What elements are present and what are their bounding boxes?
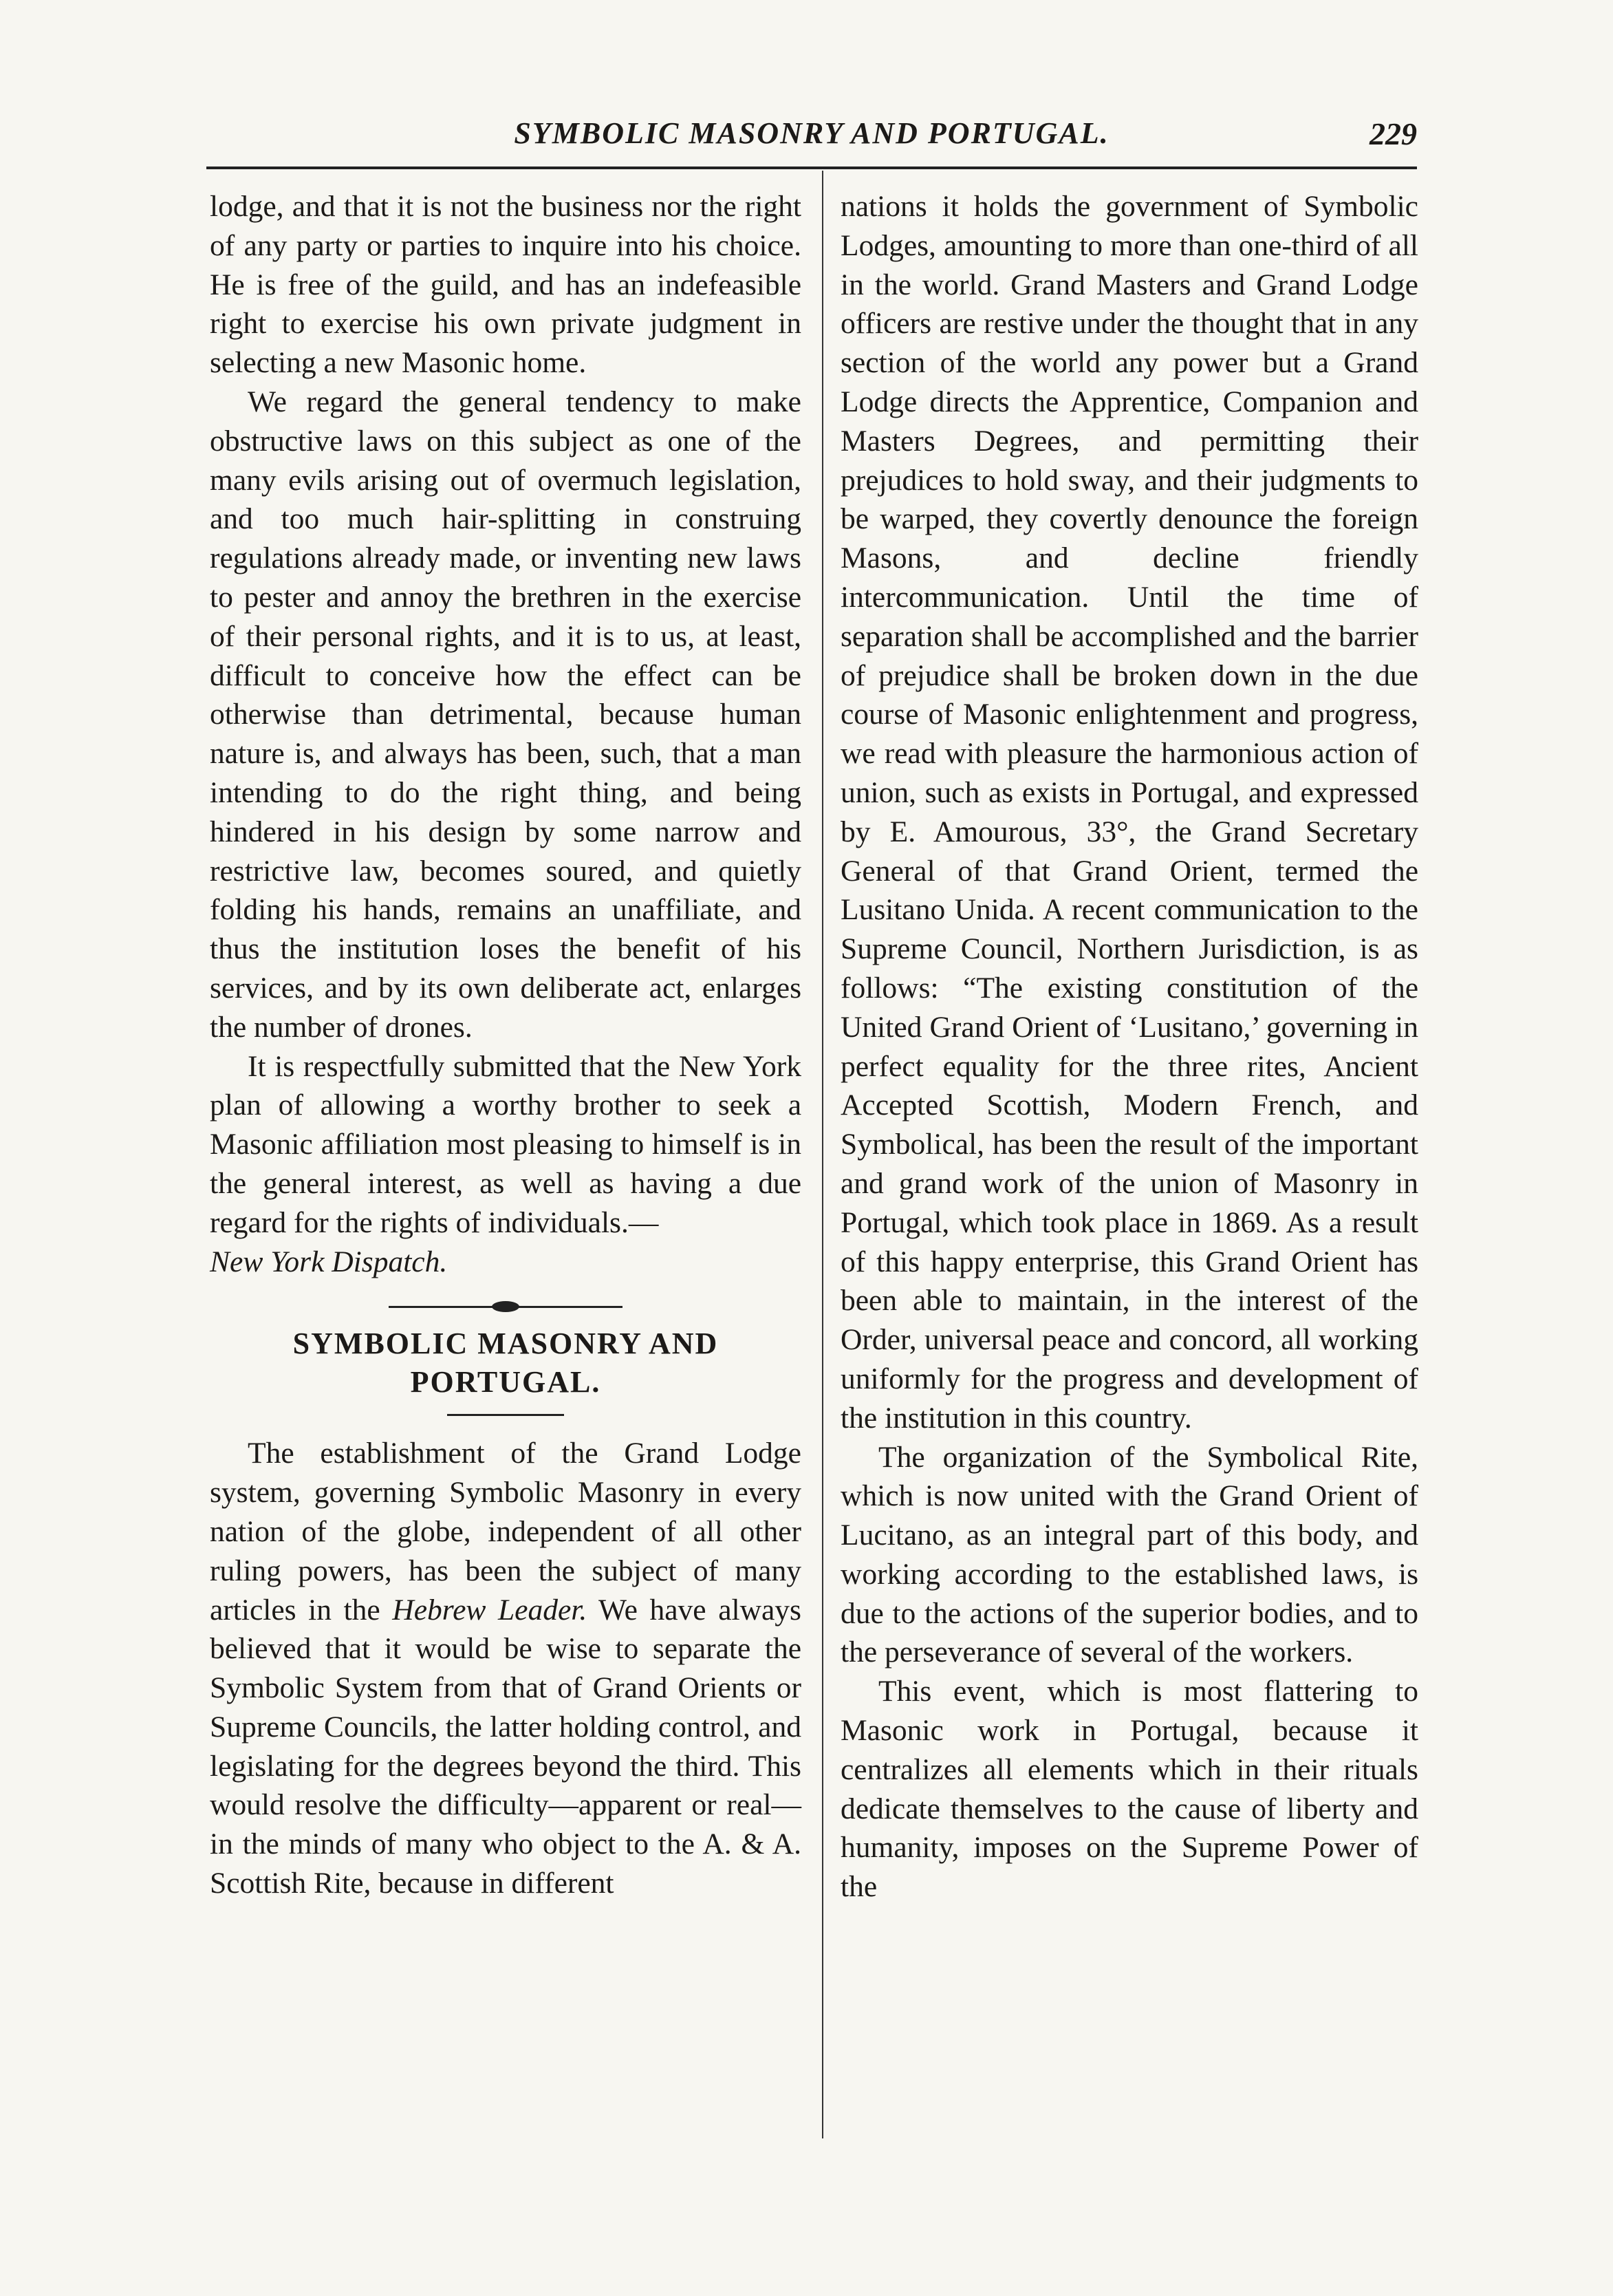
paragraph: We regard the general tendency to make obstructive laws on this subject as one of the many evils arising out of overmuch legislation, and too much hair-splitting in construing regulations already made, or inventing new laws to pester and annoy the brethren in the exercise of their personal rights, and it is to us, at least, difficult to conceive how the effect can be otherwise than detrimental, because human nature is, and always has been, such, that a man intending to do the right thing, and being hindered in his design by some narrow and restrictive law, becomes soured, and quietly folding his hands, remains an unaffiliate, and thus the institution loses the benefit of his services, and by its own deliberate act, enlarges the number of drones. (210, 385, 801, 1044)
paragraph-text: We have always believed that it would be wise to separate the Symbolic System from that of Grand Orients or Supreme Councils, the latter holding control, and legislating for the degrees beyond the third. This would resolve the difficulty—apparent or real—in the minds of many who object to the A. & A. Scottish Rite, because in different (210, 1593, 801, 1900)
right-column (841, 187, 1418, 1907)
paragraph: The organization of the Symbolical Rite, which is now united with the Grand Orient of Lucitano, as an integral part of this body, and working according to the established laws, is due to the actions of the superior bodies, and to the perseverance of several of the workers. (841, 1440, 1418, 1669)
paragraph: This event, which is most flattering to Masonic work in Portugal, because it centralizes all elements which in their rituals dedicate themselves to the cause of liberty and humanity, imposes on the Supreme Power of the (841, 1675, 1418, 1904)
running-title: SYMBOLIC MASONRY AND PORTUGAL. (514, 116, 1109, 150)
section-divider (389, 1306, 623, 1308)
column-divider (822, 171, 823, 2138)
header-rule (206, 167, 1417, 169)
publication-name: Hebrew Leader. (392, 1593, 587, 1627)
page-number: 229 (1370, 116, 1417, 151)
paragraph-text: It is respectfully submitted that the New York plan of allowing a worthy brother to seek a Masonic affiliation most pleasing to himself is in the general interest, as well as having a due regard for the rights of individuals.— (210, 1049, 801, 1239)
paragraph: nations it holds the government of Symbolic Lodges, amounting to more than one-third of all in the world. Grand Masters and Grand Lodge officers are restive under the thought that in any section of the world any power but a Grand Lodge directs the Apprentice, Companion and Masters Degrees, and permitting their prejudices to hold sway, and their judgments to be warped, they covertly denounce the foreign Masons, and decline friendly intercommunication. Until the time of separation shall be accomplished and the barrier of prejudice shall be broken down in the due course of Masonic enlightenment and progress, we read with pleasure the harmonious action of union, such as exists in Portugal, and expressed by E. Amourous, 33°, the Grand Secretary General of that Grand Orient, termed the Lusitano Unida. A recent communication to the Supreme Council, Northern Jurisdiction, is as follows: “The existing constitution of the United Grand Orient of ‘Lusitano,’ governing in perfect equality for the three rites, Ancient Accepted Scottish, Modern French, and Symbolical, has been the result of the important and grand work of the union of Masonry in Portugal, which took place in 1869. As a result of this happy enterprise, this Grand Orient has been able to maintain, in the interest of the Order, universal peace and concord, all working uniformly for the progress and development of the institution in this country. (841, 190, 1418, 1435)
running-header (206, 116, 1417, 150)
section-title (210, 1324, 801, 1402)
title-rule (447, 1414, 564, 1416)
source-citation: New York Dispatch. (210, 1245, 448, 1278)
ornament (492, 1301, 519, 1312)
left-column (210, 187, 801, 1903)
paragraph (210, 1434, 801, 1903)
paragraph: lodge, and that it is not the business nor the right of any party or parties to inquire into his choice. He is free of the guild, and has an indefeasible right to exercise his own private judgment in selecting a new Masonic home. (210, 190, 801, 380)
paragraph (210, 1047, 801, 1282)
section-title-line: SYMBOLIC MASONRY AND (292, 1327, 719, 1361)
section-title-line: PORTUGAL. (410, 1365, 601, 1399)
paragraph-text: The establishment of the Grand Lodge system, governing Symbolic Masonry in every nation of the globe, independent of all other ruling powers, has been the subject of many articles in the (210, 1437, 801, 1627)
